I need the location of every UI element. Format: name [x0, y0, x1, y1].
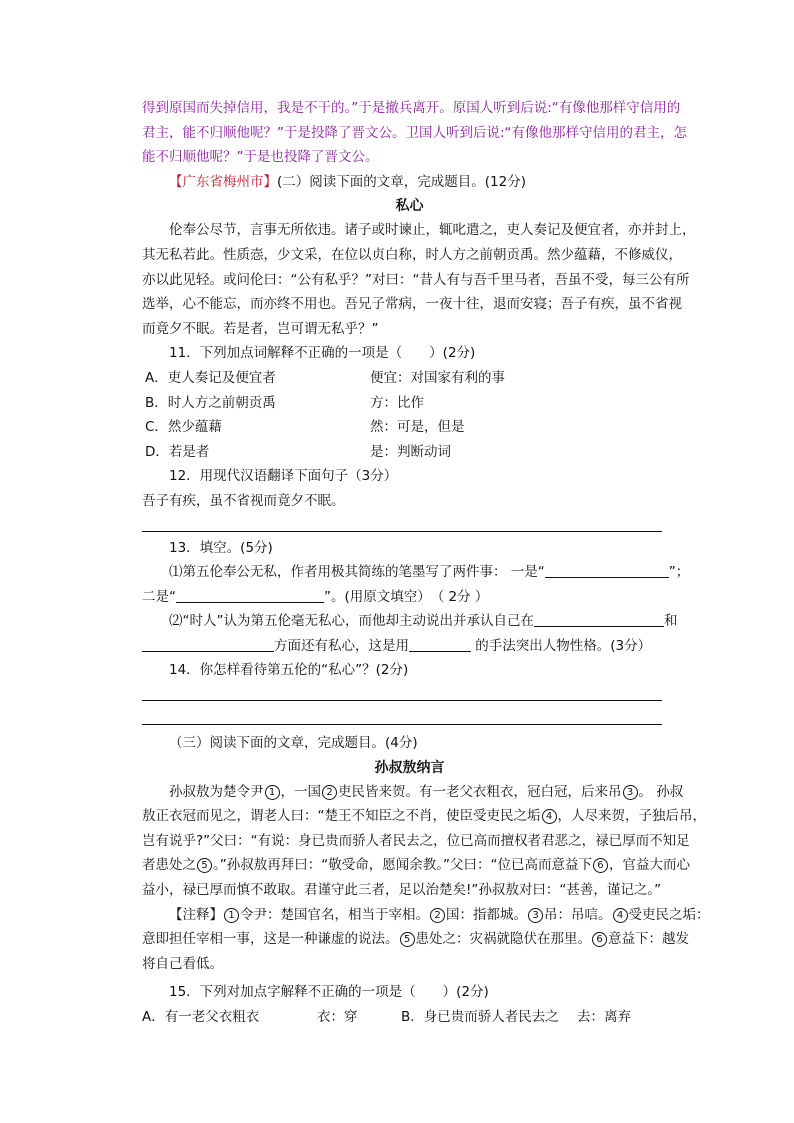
passage3-line-2: 敖正衣冠而见之，谓老人曰：“楚王不知臣之不肖，使臣受吏民之垢 4 ，人尽来贺，子独后吊， — [142, 808, 706, 825]
q11-option-a: A．吏人奏记及便宜者 便宜：对国家有利的事 — [145, 369, 505, 386]
q12-sentence: 吾子有疾，虽不省视而竟夕不眠。 — [142, 492, 345, 509]
q15-option-b: B．身已贵而骄人者民去之 — [401, 1009, 559, 1025]
section2-heading — [142, 170, 677, 195]
q13-part-2: ⑵“时人”认为第五伦毫无私心，而他却主动说出并承认自己在 和 — [169, 613, 678, 630]
q13-part-1-cont: 二是“ ”。(用原文填空） （ 2分 ） — [142, 588, 489, 605]
q13-blank-5[interactable] — [409, 637, 471, 652]
note-marker-4: 4 — [542, 809, 557, 824]
q13-blank-2[interactable] — [176, 588, 324, 603]
source-tag: 【广东省梅州市】 — [169, 173, 277, 190]
intro-line-2: 君主，能不归顺他呢？”于是投降了晋文公。卫国人听到后说:“有像他那样守信用的君主，怎 — [142, 124, 688, 141]
q13-blank-3[interactable] — [534, 612, 664, 627]
intro-line-1: 得到原国而失掉信用，我是不干的。”于是撤兵离开。原国人听到后说:“有像他那样守信用的 — [142, 100, 681, 116]
passage3-line-1: 孙叔敖为楚令尹 1 ，一国 2 吏民皆来贺。有一老父衣粗衣，冠白冠，后来吊 3 。 孙叔 — [169, 783, 684, 800]
question-11: 11．下列加点词解释不正确的一项是（ ）(2分) — [169, 345, 476, 362]
q11-option-d: D．若是者 是：判断动词 — [145, 443, 451, 460]
q13-part-1: ⑴第五伦奉公无私，作者用极其简练的笔墨写了两件事： 一是“ ”； — [169, 564, 690, 581]
notes-line-2: 意即担任宰相一事，这是一种谦虚的说法。 5 患处之：灾祸就隐伏在那里。 6 意益下：越发 — [142, 931, 689, 948]
section2-instruction: (二）阅读下面的文章，完成题目。(12分) — [277, 173, 526, 190]
q13-blank-1[interactable] — [545, 563, 669, 578]
passage2-line-3: 亦以此见轻。或问伦曰：“公有私乎？”对曰：“昔人有与吾千里马者，吾虽不受，每三公有所 — [142, 271, 690, 288]
question-14: 14．你怎样看待第五伦的“私心”？(2分) — [169, 662, 409, 679]
notes-line-1: 【注释】 1 令尹：楚国官名，相当于宰相。 2 国：指都城。 3 吊：吊唁。 4 受吏民之垢： — [169, 906, 710, 923]
passage3-line-5: 益小，禄已厚而慎不敢取。君谨守此三者，足以治楚矣!”孙叔敖对曰：“甚善，谨记之。” — [142, 882, 662, 899]
passage2-line-4: 选举，心不能忘，而亦终不用也。吾兄子常病，一夜十往，退而安寝；吾子有疾，虽不省视 — [142, 296, 682, 313]
q15-option-a-exp: 衣：穿 — [317, 1009, 358, 1025]
q11-option-c: C．然少蕴藉 然：可是，但是 — [145, 419, 465, 436]
answer-line-q14-1[interactable] — [142, 683, 662, 701]
q13-blank-4[interactable] — [142, 637, 274, 652]
question-12: 12．用现代汉语翻译下面句子（3分） — [169, 468, 398, 485]
q15-option-b-exp: 去：离弃 — [577, 1009, 631, 1025]
passage3-line-3: 岂有说乎?”父曰：“有说：身已贵而骄人者民去之，位已高而擅权者君恶之，禄已厚而不知足 — [142, 832, 690, 849]
passage2-line-5: 而竟夕不眠。若是者，岂可谓无私乎？” — [142, 320, 379, 337]
note-marker-3: 3 — [623, 785, 638, 800]
passage-title-sixin: 私心 — [395, 198, 424, 215]
question-13: 13．填空。(5分) — [169, 539, 273, 556]
note-marker-6: 6 — [593, 858, 608, 873]
intro-line-3: 能不归顺他呢？”于是也投降了晋文公。 — [142, 149, 379, 166]
q13-part-2-cont: 方面还有私心，这是用 的手法突出人物性格。(3分） — [142, 634, 677, 659]
answer-line-q14-2[interactable] — [142, 707, 662, 725]
section3-heading: （三）阅读下面的文章，完成题目。(4分) — [169, 735, 418, 752]
passage3-line-4: 者患处之 5 。”孙叔敖再拜曰：“敬受命，愿闻余教。”父曰：“位已高而意益下 6 ，官益大而心 — [142, 857, 690, 874]
note-marker-5: 5 — [197, 858, 212, 873]
notes-line-3: 将自己看低。 — [142, 955, 223, 972]
note-marker-1: 1 — [265, 785, 280, 800]
answer-line-q12[interactable] — [142, 514, 662, 532]
passage2-line-1: 伦奉公尽节，言事无所依违。诸子或时谏止，辄叱遣之，吏人奏记及便宜者，亦并封上， — [169, 222, 696, 239]
q11-option-b: B．时人方之前朝贡禹 方：比作 — [145, 394, 424, 411]
document-page — [142, 96, 710, 1030]
question-15: 15．下列对加点字解释不正确的一项是（ ）(2分) — [169, 984, 489, 1001]
passage-title-sunshuao: 孙叔敖纳言 — [374, 759, 445, 776]
passage2-line-2: 其无私若此。性质悫，少文采，在位以贞白称，时人方之前朝贡禹。然少蕴藉，不修威仪， — [142, 246, 682, 263]
q15-options — [142, 1005, 677, 1030]
note-marker-2: 2 — [322, 785, 337, 800]
q15-option-a: A．有一老父衣粗衣 — [142, 1009, 260, 1025]
